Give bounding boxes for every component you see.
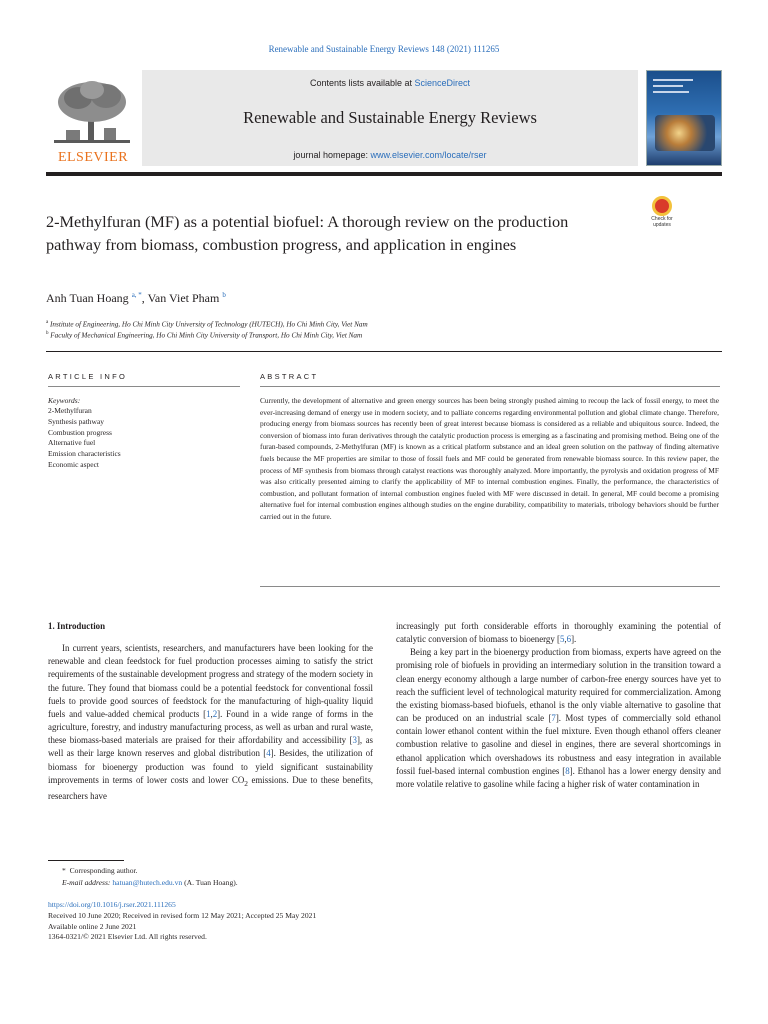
journal-title: Renewable and Sustainable Energy Reviews	[243, 108, 537, 127]
elsevier-logo[interactable]	[46, 70, 140, 166]
paragraph-text: ]. Ethanol has a lower energy density and more volatile relative to gasoline while facing a higher risk of water contamination in	[396, 765, 721, 789]
body-paragraph	[48, 642, 373, 803]
affiliation	[46, 320, 368, 328]
affiliation-text: Faculty of Mechanical Engineering, Ho Chi Minh City University of Transport, Ho Chi Minh City, Viet Nam	[50, 331, 363, 340]
citation-link[interactable]: 7	[551, 713, 556, 724]
paragraph-text: ]. Found in a wide range of forms in the agriculture, forestry, and industry manufacturing process, as well as urban and rural waste, these biomass-based materials are praised for their affordability and accessibility [	[48, 708, 373, 746]
body-column-right	[396, 620, 721, 791]
paper-title: 2-Methylfuran (MF) as a potential biofuel: A thorough review on the production pathway from biomass, combustion progress, and application in engines	[46, 212, 569, 254]
contents-prefix: Contents lists available at	[309, 78, 415, 88]
abstract-heading: ABSTRACT	[260, 372, 319, 381]
citation-separator: ,	[210, 708, 213, 719]
paragraph-text: emissions. Due to these benefits, researchers have	[48, 774, 373, 801]
article-info-divider	[48, 386, 240, 387]
citation-link[interactable]: 5	[559, 634, 565, 645]
footnote-divider	[48, 860, 124, 861]
available-online: Available online 2 June 2021	[48, 921, 137, 931]
header-divider	[46, 351, 722, 352]
author-affiliation-marker[interactable]: b	[222, 291, 226, 299]
citation-link[interactable]: 6	[566, 634, 572, 645]
cover-title-line	[653, 91, 689, 93]
footnote-star: *	[62, 866, 66, 875]
email-note	[62, 877, 238, 889]
keyword-item: Emission characteristics	[48, 449, 121, 459]
keyword-item: Combustion progress	[48, 427, 112, 437]
crossmark-icon	[652, 196, 672, 216]
cover-title-line	[653, 85, 683, 87]
author-name[interactable]: Anh Tuan Hoang	[46, 291, 129, 305]
homepage-link[interactable]: www.elsevier.com/locate/rser	[370, 150, 487, 160]
keyword-item: Economic aspect	[48, 459, 100, 469]
body-paragraph	[396, 620, 721, 646]
affiliation	[46, 331, 362, 339]
keyword-item: 2-Methylfuran	[48, 406, 92, 415]
paragraph-text: ]. Most types of commercially sold ethanol contain lower ethanol content within the fuel mixture. Even though ethanol offers cleaner combustion relative to gasoline and diesel in engines, there are several shortcomings in ethanol application which overshadows its robustness and easy integration in available fossil fuel-based internal combustion engines [	[396, 713, 721, 776]
cover-title-line	[653, 79, 693, 81]
keywords-list	[48, 406, 121, 471]
author-list	[46, 291, 226, 306]
contents-line	[142, 78, 638, 88]
article-info-heading: ARTICLE INFO	[48, 372, 128, 381]
abstract-end-divider	[260, 586, 720, 587]
footnotes	[62, 865, 238, 888]
citation-link[interactable]: 2	[212, 708, 218, 719]
keyword-item: Synthesis pathway	[48, 416, 105, 426]
citation-separator: ,	[564, 634, 567, 645]
journal-masthead	[46, 70, 722, 172]
paragraph-text: In current years, scientists, researchers, and manufacturers have been looking for the renewable and clean feedstock for fuel production processes aiming to satisfy the strict requirements of the sustainable development progress and strategy of the modern society in the future. They found that biomass could be a potential feedstock for conventional fossil fuels to provide good sources of feedstock for the manufacturing of high-quality liquid fuels and value-added chemical products [	[48, 643, 373, 719]
paragraph-text: ], as well as their large known reserves and global distribution [	[48, 735, 373, 759]
footnote-text: Corresponding author.	[69, 866, 138, 875]
affiliation-text: Institute of Engineering, Ho Chi Minh City University of Technology (HUTECH), Ho Chi Minh City, Viet Nam	[50, 320, 368, 329]
paragraph-text: ].	[571, 634, 577, 645]
corresponding-author-note	[62, 865, 238, 877]
homepage-line	[142, 150, 638, 160]
cover-artwork	[655, 115, 715, 151]
author-affiliation-marker[interactable]: a, *	[131, 291, 142, 299]
co2-subscript: 2	[244, 778, 248, 788]
homepage-prefix: journal homepage:	[293, 150, 371, 160]
masthead-center	[142, 70, 638, 166]
citation-link[interactable]: 4	[266, 748, 271, 759]
citation-link[interactable]: 1	[206, 708, 211, 719]
received-dates: Received 10 June 2020; Received in revised form 12 May 2021; Accepted 25 May 2021	[48, 910, 317, 920]
check-for-updates-badge[interactable]	[646, 196, 678, 230]
citation-link[interactable]: 3	[352, 735, 357, 746]
elsevier-tree-icon	[52, 78, 132, 144]
section-heading: 1. Introduction	[48, 621, 106, 631]
crossmark-label: Check for updates	[651, 216, 673, 228]
doi-link[interactable]: https://doi.org/10.1016/j.rser.2021.111265	[48, 900, 176, 909]
affiliation-marker: b	[46, 331, 49, 336]
publication-info	[48, 900, 316, 943]
author-separator: ,	[141, 291, 148, 305]
email-label: E-mail address:	[62, 877, 113, 887]
abstract-body: Currently, the development of alternative and green energy sources has been being strongly pushed aiming to recoup the lack of fossil energy, to meet the ever-increasing demand of energy use in modern society, and to palliate concerns regarding environmental pollution and global climate change. Therefore, producing energy from biomass sources has recently been of great interest because biomass is considered as a reliable and ubiquitous source. Indeed, the conversion of biomass into furan derivatives through the catalytic production process is emerging as a fascinating and promising method. Being one of the furan-based compounds, 2-Methylfuran (MF) is known as a critical platform substance and an ideal green solution on the pathway of finding alternative fuels because the MF properties are similar to those of fossil fuels and MF could be generated from renewable biomass source. In this review paper, the process of MF synthesis from biomass through catalyst reactions was thoroughly analyzed. More importantly, the pyrolysis and oxidation progress of MF was also critically presented aiming to clarify the applicability of MF to internal combustion engines. Finally, the performance, the characteristics of combustion, and pollutant formation of internal combustion engines fueled with MF were discussed in detail. In general, MF could become a promising alternative fuel for internal combustion engines although studies on the engine durability, compatibility to materials, tribology behaviors should be further carried out in the future.	[260, 396, 719, 521]
paragraph-text: ]. Besides, the utilization of biomass for bioenergy production was found to yield significant sustainability improvements in terms of lower costs and lower CO	[48, 748, 373, 785]
body-column-left	[48, 620, 373, 803]
author-name[interactable]: Van Viet Pham	[147, 291, 220, 305]
citation-link[interactable]: 8	[565, 765, 570, 776]
publisher-name: ELSEVIER	[57, 150, 129, 165]
paragraph-text: increasingly put forth considerable efforts in thoroughly examining the potential of catalytic conversion of biomass to bioenergy [	[396, 621, 721, 645]
body-paragraph	[396, 646, 721, 791]
affiliation-marker: a	[46, 320, 49, 325]
masthead-divider	[46, 172, 722, 176]
abstract-divider	[260, 386, 720, 387]
paragraph-text: Being a key part in the bioenergy production from biomass, experts have agreed on the promising role of biofuels in providing an intermediary solution in the transition toward a clean energy economy although a large number of carbon-free energy sources have yet to reach the sufficient level of technological maturity required for commercialization. Among the existing biomass-based biofuels, ethanol is the only viable alternative to gasoline that can be produced on an industrial scale [	[396, 647, 721, 724]
sciencedirect-link[interactable]: ScienceDirect	[414, 78, 471, 88]
keywords-label: Keywords:	[48, 396, 81, 405]
copyright-line: 1364-0321/© 2021 Elsevier Ltd. All rights reserved.	[48, 932, 207, 942]
keyword-item: Alternative fuel	[48, 438, 96, 448]
email-suffix: (A. Tuan Hoang).	[182, 877, 238, 887]
journal-cover-image[interactable]	[646, 70, 722, 166]
email-link[interactable]: hatuan@hutech.edu.vn	[112, 877, 183, 887]
journal-reference[interactable]: Renewable and Sustainable Energy Reviews 148 (2021) 111265	[268, 44, 500, 54]
